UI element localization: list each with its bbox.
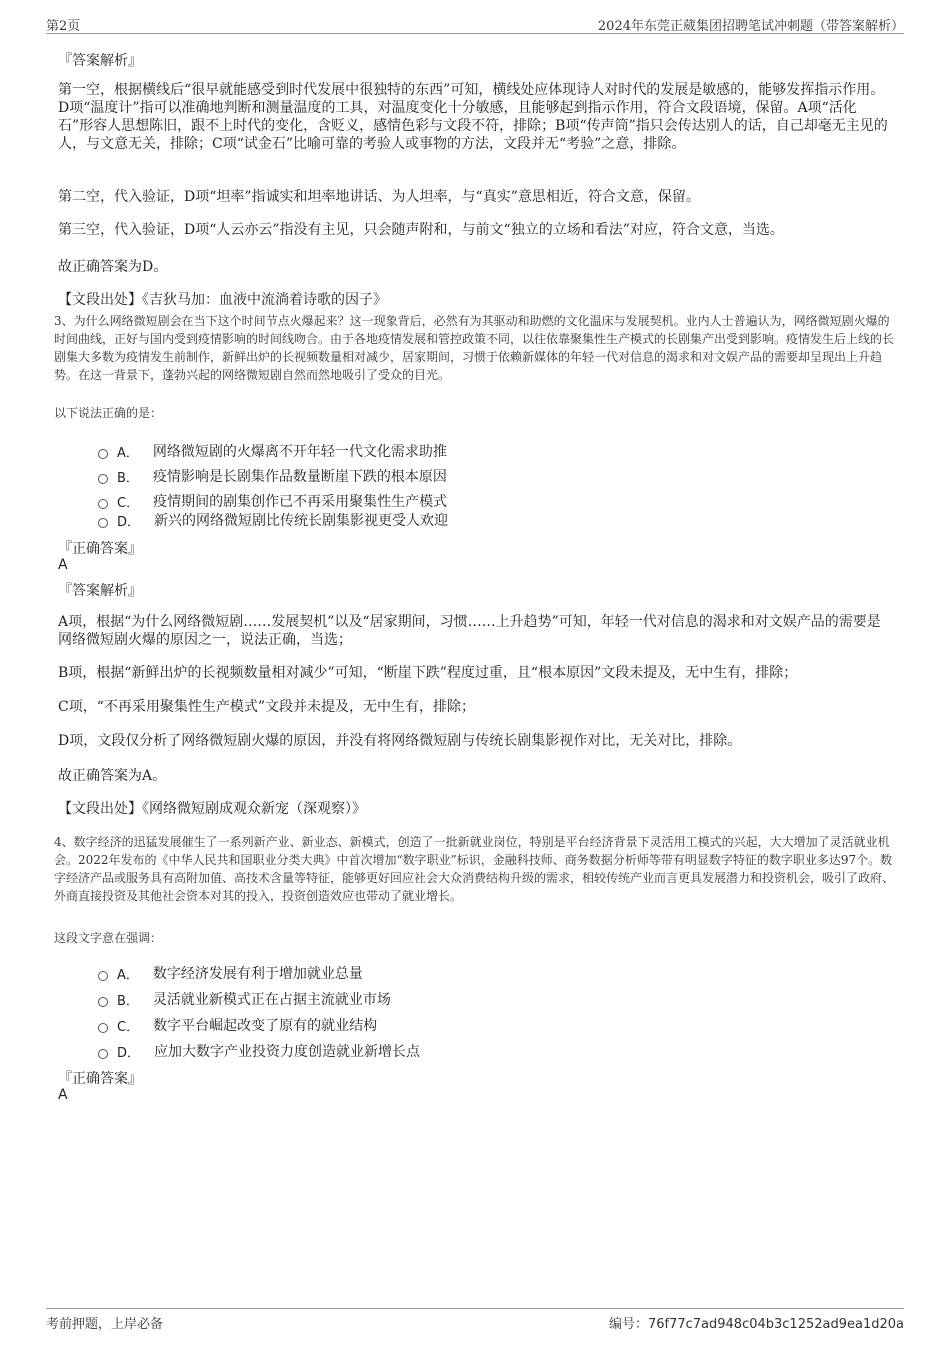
question-3-option-d[interactable]: D． 新兴的网络微短剧比传统长剧集影视更受人欢迎 [98,510,448,530]
correct-answer: A [58,1087,68,1103]
analysis-conclusion: 故正确答案为A。 [58,768,167,784]
footer-slogan: 考前押题，上岸必备 [46,1317,164,1332]
source-citation: 【文段出处】《网络微短剧成观众新宠（深观察）》 [58,801,366,817]
radio-icon[interactable] [98,1023,108,1033]
question-3-option-a[interactable]: A． 网络微短剧的火爆离不开年轻一代文化需求助推 [98,441,447,461]
document-code: 编号：76f77c7ad948c04b3c1252ad9ea1d20a [608,1317,904,1332]
question-3-option-c[interactable]: C． 疫情期间的剧集创作已不再采用聚集性生产模式 [98,491,447,511]
question-3-prompt: 以下说法正确的是： [54,406,163,420]
analysis-paragraph-1: 第一空，根据横线后“很早就能感受到时代发展中很独特的东西”可知，横线处应体现诗人对时代的发展是敏感的，能够发挥指示作用。D项“温度计”指可以准确地判断和测量温度的工具，对温度变化十分敏感，且能够起到指示作用，符合文段语境，保留。A项“活化石”形容人思想陈旧，跟不上时代的变化，含贬义，感情色彩与文段不符，排除；B项“传声筒”指只会传达别人的话，自己却毫无主见的人，与文意无关，排除；C项“试金石”比喻可靠的考验人或事物的方法，文段并无“考验”之意，排除。 [58,82,888,152]
analysis-conclusion: 故正确答案为D。 [58,259,168,275]
analysis-label: 『答案解析』 [58,53,142,69]
analysis-item-c: C项，“不再采用聚集性生产模式”文段并未提及，无中生有，排除； [58,699,476,715]
question-4-option-d[interactable]: D． 应加大数字产业投资力度创造就业新增长点 [98,1041,420,1061]
question-4-prompt: 这段文字意在强调： [54,931,163,945]
correct-answer: A [58,557,68,573]
radio-icon[interactable] [98,499,108,509]
header-divider [46,33,904,34]
analysis-item-d: D项，文段仅分析了网络微短剧火爆的原因，并没有将网络微短剧与传统长剧集影视作对比，无关对比，排除。 [58,733,742,749]
analysis-item-a: A项，根据“为什么网络微短剧……发展契机”以及“居家期间，习惯……上升趋势”可知，年轻一代对信息的渴求和对文娱产品的需要是网络微短剧火爆的原因之一，说法正确，当选； [58,614,881,648]
analysis-paragraph-3: 第三空，代入验证，D项“人云亦云”指没有主见，只会随声附和，与前文“独立的立场和看法”对应，符合文意，当选。 [58,222,784,238]
radio-icon[interactable] [98,971,108,981]
page-number: 第2页 [46,19,81,34]
document-title: 2024年东莞正葳集团招聘笔试冲刺题（带答案解析） [597,19,904,34]
question-3-option-b[interactable]: B． 疫情影响是长剧集作品数量断崖下跌的根本原因 [98,466,447,486]
question-4-option-a[interactable]: A． 数字经济发展有利于增加就业总量 [98,963,363,983]
radio-icon[interactable] [98,1049,108,1059]
correct-answer-label: 『正确答案』 [58,1071,142,1087]
correct-answer-label: 『正确答案』 [58,541,142,557]
radio-icon[interactable] [98,997,108,1007]
analysis-label: 『答案解析』 [58,583,142,599]
source-citation: 【文段出处】《吉狄马加：血液中流淌着诗歌的因子》 [58,292,387,308]
radio-icon[interactable] [98,449,108,459]
analysis-item-b: B项，根据“新鲜出炉的长视频数量相对减少”可知，“断崖下跌”程度过重，且“根本原因”文段未提及，无中生有，排除； [58,665,798,681]
question-3-text: 3、为什么网络微短剧会在当下这个时间节点火爆起来？这一现象背后，必然有为其驱动和助燃的文化温床与发展契机。业内人士普遍认为，网络微短剧火爆的时间曲线，正好与国内受到疫情影响的时间线吻合。由于各地疫情发展和管控政策不同，以往依靠聚集性生产模式的长剧集产出受到影响。疫情发生后上线的长剧集大多数为疫情发生前制作，新鲜出炉的长视频数量相对减少，居家期间，习惯于依赖新媒体的年轻一代对信息的渴求和对文娱产品的需要却呈现出上升趋势。在这一背景下，蓬勃兴起的网络微短剧自然而然地吸引了受众的目光。 [54,314,895,382]
question-4-text: 4、数字经济的迅猛发展催生了一系列新产业、新业态、新模式，创造了一批新就业岗位，特别是平台经济背景下灵活用工模式的兴起，大大增加了灵活就业机会。2022年发布的《中华人民共和国职业分类大典》中首次增加“数字职业”标识，金融科技师、商务数据分析师等带有明显数字特征的数字职业多达97个。数字经济产品或服务具有高附加值、高技术含量等特征，能够更好回应社会大众消费结构升级的需求，相较传统产业而言更具发展潜力和投资机会，吸引了政府、外商直接投资及其他社会资本对其的投入，投资创造效应也带动了就业增长。 [54,835,895,903]
radio-icon[interactable] [98,474,108,484]
analysis-paragraph-2: 第二空，代入验证，D项“坦率”指诚实和坦率地讲话、为人坦率，与“真实”意思相近，符合文意，保留。 [58,189,700,205]
footer-divider [46,1308,904,1309]
question-4-option-c[interactable]: C． 数字平台崛起改变了原有的就业结构 [98,1015,377,1035]
question-4-option-b[interactable]: B． 灵活就业新模式正在占据主流就业市场 [98,989,391,1009]
radio-icon[interactable] [98,518,108,528]
